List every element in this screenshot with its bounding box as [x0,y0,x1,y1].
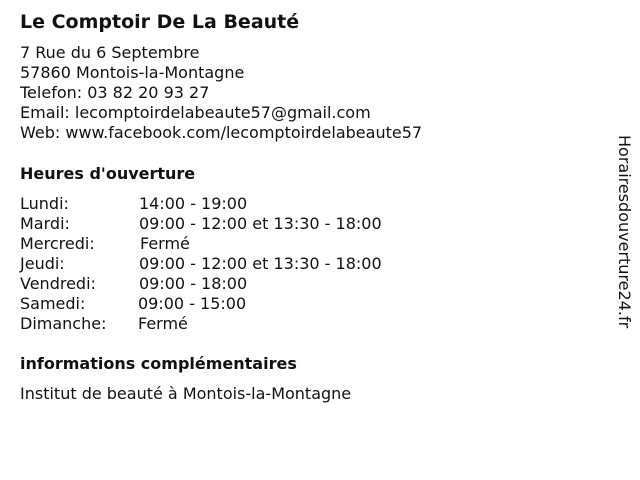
phone-line: Telefon: 03 82 20 93 27 [20,83,210,102]
web-line: Web: www.facebook.com/lecomptoirdelabeaute57 [20,123,423,142]
hours-row-monday [20,194,540,214]
day-label: Jeudi: [20,254,65,273]
time-value: 14:00 - 19:00 [139,194,248,213]
address-street: 7 Rue du 6 Septembre [20,43,200,62]
contact-block [20,43,422,143]
time-value: 09:00 - 15:00 [138,294,247,313]
day-label: Vendredi: [20,274,96,293]
address-city: 57860 Montois-la-Montagne [20,63,245,82]
time-value: 09:00 - 12:00 et 13:30 - 18:00 [139,254,382,273]
info-heading: informations complémentaires [20,354,297,373]
time-value: 09:00 - 12:00 et 13:30 - 18:00 [139,214,382,233]
time-value: Fermé [138,314,188,333]
hours-heading: Heures d'ouverture [20,164,196,183]
day-label: Dimanche: [20,314,107,333]
day-label: Mardi: [20,214,70,233]
hours-row-tuesday [20,214,540,234]
business-name: Le Comptoir De La Beauté [20,11,300,33]
info-text: Institut de beauté à Montois-la-Montagne [20,384,352,403]
hours-row-friday [20,274,540,294]
hours-row-saturday [20,294,540,314]
hours-row-sunday [20,314,540,334]
hours-table [20,194,540,334]
hours-row-wednesday [20,234,540,254]
day-label: Lundi: [20,194,69,213]
hours-row-thursday [20,254,540,274]
site-watermark: Horairesdouverture24.fr [615,135,634,329]
day-label: Samedi: [20,294,86,313]
time-value: 09:00 - 18:00 [139,274,248,293]
email-line: Email: lecomptoirdelabeaute57@gmail.com [20,103,371,122]
day-label: Mercredi: [20,234,95,253]
time-value: Fermé [140,234,190,253]
